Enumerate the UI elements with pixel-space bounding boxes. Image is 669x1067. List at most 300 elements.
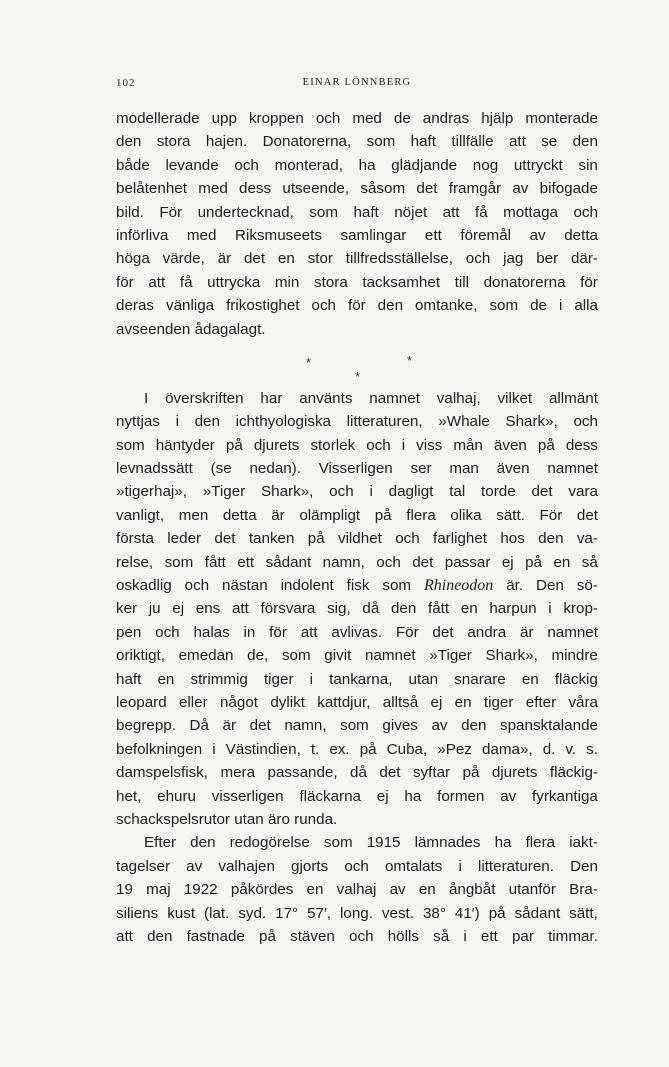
word: fått bbox=[427, 600, 450, 618]
word: att bbox=[300, 623, 318, 641]
word: oriktigt, bbox=[116, 647, 165, 665]
word: i bbox=[548, 600, 552, 618]
word: eller bbox=[178, 693, 208, 711]
word: som bbox=[340, 717, 369, 735]
word: den bbox=[461, 717, 487, 735]
word: och bbox=[329, 483, 354, 501]
text-line bbox=[116, 457, 598, 480]
word: införliva bbox=[116, 226, 169, 244]
word: dylikt bbox=[270, 693, 305, 711]
word: ber bbox=[536, 250, 559, 268]
word: runda. bbox=[294, 810, 338, 828]
word: Visserligen bbox=[318, 460, 393, 478]
text-line bbox=[116, 831, 598, 854]
text-line bbox=[116, 294, 598, 317]
word: av bbox=[389, 881, 406, 899]
body-text bbox=[116, 107, 598, 948]
word: frikostighet bbox=[226, 297, 300, 315]
word: long. bbox=[340, 904, 373, 922]
text-line bbox=[116, 271, 598, 294]
word: in bbox=[243, 623, 256, 641]
word: mindre bbox=[551, 647, 598, 665]
word: fisk bbox=[346, 577, 370, 595]
separator-asterisk: * bbox=[407, 352, 413, 368]
word: litteraturen. bbox=[477, 857, 554, 875]
word: är. bbox=[506, 577, 524, 595]
word: på bbox=[307, 530, 325, 548]
word: äro bbox=[267, 810, 290, 828]
word: den bbox=[194, 413, 220, 431]
word: och bbox=[366, 436, 391, 454]
word: maj bbox=[146, 881, 171, 899]
word: avseenden bbox=[116, 320, 191, 338]
word: de bbox=[393, 110, 411, 127]
word: olika bbox=[450, 506, 482, 524]
word: alla bbox=[574, 297, 598, 315]
word: ker bbox=[116, 600, 138, 618]
word: gjorts bbox=[291, 857, 329, 875]
word: en bbox=[306, 881, 324, 899]
word: 1915 bbox=[366, 834, 401, 852]
word: de bbox=[530, 297, 548, 315]
word: 41′) bbox=[454, 904, 480, 922]
word: spansktalande bbox=[500, 717, 598, 735]
word: vänliga bbox=[165, 297, 215, 315]
word: vest. bbox=[381, 904, 414, 922]
word: gives bbox=[382, 717, 418, 735]
word: att bbox=[231, 600, 249, 618]
word: påkördes bbox=[230, 881, 294, 899]
text-line bbox=[116, 154, 598, 177]
word: ådagalagt. bbox=[194, 320, 266, 338]
word: den bbox=[116, 133, 142, 151]
word: fläckarna bbox=[299, 787, 361, 805]
word: hajen. bbox=[205, 133, 248, 151]
word: och bbox=[573, 413, 598, 431]
word: de, bbox=[247, 647, 269, 665]
text-line bbox=[116, 761, 598, 784]
text-line bbox=[116, 201, 598, 224]
word: med bbox=[198, 180, 228, 198]
word: är bbox=[222, 717, 237, 735]
word: För bbox=[395, 623, 419, 641]
text-line bbox=[116, 177, 598, 200]
word: ett bbox=[424, 226, 442, 244]
word: för bbox=[269, 623, 287, 641]
word: namnet bbox=[547, 623, 598, 641]
word: i bbox=[369, 483, 373, 501]
word: timmar. bbox=[548, 927, 598, 945]
separator-asterisk: * bbox=[306, 354, 312, 370]
word: den bbox=[390, 600, 417, 618]
word: utanför bbox=[508, 881, 556, 899]
word: ej bbox=[172, 600, 185, 618]
word: Shark», bbox=[261, 483, 314, 501]
text-line bbox=[116, 434, 598, 457]
word: det bbox=[531, 483, 553, 501]
word: stora bbox=[156, 133, 191, 151]
word: är bbox=[217, 250, 232, 268]
word: ser bbox=[410, 460, 432, 478]
word: det bbox=[576, 506, 598, 524]
word: fläckig- bbox=[549, 764, 598, 782]
word: 38° bbox=[422, 904, 446, 922]
word: på bbox=[462, 764, 480, 782]
word: den bbox=[572, 133, 598, 151]
word: bifogade bbox=[539, 180, 598, 198]
word: monterad, bbox=[274, 156, 343, 174]
word: vildhet bbox=[337, 530, 382, 548]
word: se bbox=[541, 133, 558, 151]
word: i bbox=[212, 740, 216, 758]
word: s. bbox=[586, 740, 598, 758]
word: sätt. bbox=[496, 506, 525, 524]
word: snarare bbox=[454, 670, 506, 688]
word: passar bbox=[444, 553, 491, 571]
word: har bbox=[260, 389, 283, 407]
word: torde bbox=[481, 483, 516, 501]
word: för bbox=[116, 273, 134, 291]
word: sätt, bbox=[569, 904, 598, 922]
word: våra bbox=[568, 693, 598, 711]
word: man bbox=[449, 460, 479, 478]
word: detta bbox=[222, 506, 257, 524]
word: storlek bbox=[310, 436, 356, 454]
word: haft bbox=[353, 203, 379, 221]
word: djurets bbox=[253, 436, 300, 454]
word: i bbox=[463, 927, 467, 945]
word: ex. bbox=[329, 740, 350, 758]
word: häntyder bbox=[155, 436, 215, 454]
word: värde, bbox=[162, 250, 205, 268]
word: det bbox=[249, 717, 271, 735]
word: Donatorerna, bbox=[262, 133, 352, 151]
word: damspelsfisk, bbox=[116, 764, 209, 782]
word: Riksmuseets bbox=[235, 226, 322, 244]
word: givit bbox=[324, 647, 352, 665]
word: en bbox=[277, 250, 295, 268]
word: nedan). bbox=[249, 460, 301, 478]
word: nöjet bbox=[394, 203, 428, 221]
word: levande bbox=[165, 156, 219, 174]
word: på bbox=[259, 927, 276, 945]
word: dagligt bbox=[388, 483, 434, 501]
word: så bbox=[433, 927, 450, 945]
word: en bbox=[521, 670, 539, 688]
word: strimmig bbox=[190, 670, 248, 688]
word: ha bbox=[494, 834, 512, 852]
word: av bbox=[186, 857, 203, 875]
word: sådant bbox=[514, 904, 561, 922]
word: utan bbox=[408, 670, 439, 688]
word: syd. bbox=[238, 904, 267, 922]
word: hos bbox=[500, 530, 525, 548]
word: av bbox=[500, 787, 517, 805]
word: och bbox=[349, 927, 374, 945]
word: min bbox=[274, 273, 300, 291]
word: något bbox=[220, 693, 259, 711]
word: Bra- bbox=[569, 881, 598, 899]
text-line bbox=[116, 527, 598, 550]
text-line bbox=[116, 247, 598, 270]
word: namnet bbox=[547, 460, 598, 478]
paragraph-3 bbox=[116, 831, 598, 948]
word: som bbox=[489, 297, 519, 315]
word: som bbox=[366, 133, 396, 151]
word: på bbox=[488, 904, 506, 922]
word: namnet bbox=[364, 647, 416, 665]
word: kattdjur, bbox=[317, 693, 371, 711]
word: andra bbox=[467, 623, 507, 641]
word: ett bbox=[237, 553, 255, 571]
word: namn, bbox=[284, 717, 327, 735]
word: stäven bbox=[290, 927, 335, 945]
section-separator bbox=[116, 341, 598, 387]
word: få bbox=[474, 203, 488, 221]
word: på bbox=[525, 553, 542, 571]
word: oskadlig bbox=[116, 577, 172, 595]
word: som bbox=[382, 577, 412, 595]
word: det bbox=[214, 530, 236, 548]
word: befolkningen bbox=[116, 740, 203, 758]
word: d. bbox=[542, 740, 556, 758]
text-line bbox=[116, 480, 598, 503]
word: upp bbox=[211, 110, 237, 127]
text-line bbox=[116, 551, 598, 574]
word: indolent bbox=[280, 577, 334, 595]
text-line bbox=[116, 925, 598, 948]
text-line bbox=[116, 504, 598, 527]
word: olämpligt bbox=[299, 506, 361, 524]
word: levnadssätt bbox=[116, 460, 193, 478]
word: deras bbox=[116, 297, 154, 315]
word: par bbox=[511, 927, 534, 945]
word: det bbox=[432, 623, 454, 641]
word: för bbox=[580, 273, 598, 291]
word: krop- bbox=[563, 600, 598, 618]
text-line bbox=[116, 644, 598, 667]
word: den bbox=[538, 530, 564, 548]
word: Den bbox=[536, 577, 564, 595]
word: ehuru bbox=[157, 787, 196, 805]
word: hölls bbox=[387, 927, 419, 945]
word: samlingar bbox=[340, 226, 407, 244]
word: och bbox=[155, 623, 180, 641]
word: mera bbox=[220, 764, 256, 782]
paragraph-2 bbox=[116, 387, 598, 831]
word: I bbox=[144, 389, 149, 407]
word: pen bbox=[116, 623, 142, 641]
word: sö- bbox=[576, 577, 598, 595]
word: sin bbox=[578, 156, 598, 174]
text-line bbox=[116, 902, 598, 925]
word: dess bbox=[239, 180, 272, 198]
word: som bbox=[309, 203, 338, 221]
word: haft bbox=[410, 133, 436, 151]
word: leder bbox=[167, 530, 202, 548]
word: kroppen bbox=[248, 110, 304, 127]
word: i bbox=[175, 413, 179, 431]
word: en bbox=[157, 670, 175, 688]
word: fått bbox=[204, 553, 226, 571]
text-line bbox=[116, 714, 598, 737]
word: första bbox=[116, 530, 154, 548]
word: modellerade bbox=[116, 110, 200, 127]
word: donatorerna bbox=[483, 273, 566, 291]
word: lämnades bbox=[414, 834, 481, 852]
word: få bbox=[179, 273, 193, 291]
word: efter bbox=[525, 693, 557, 711]
word: ej bbox=[430, 693, 443, 711]
word: överskriften bbox=[165, 389, 244, 407]
word: på bbox=[359, 740, 377, 758]
word: och bbox=[395, 530, 420, 548]
word: tillfredsställelse, bbox=[345, 250, 453, 268]
word: och bbox=[311, 297, 336, 315]
word: »Pez bbox=[437, 740, 472, 758]
word: är bbox=[520, 623, 534, 641]
text-line bbox=[116, 878, 598, 901]
text-line bbox=[116, 318, 598, 341]
word: i bbox=[458, 857, 462, 875]
word: och bbox=[344, 857, 369, 875]
word: av bbox=[529, 226, 546, 244]
word: 19 bbox=[116, 881, 133, 899]
word: ej bbox=[376, 787, 389, 805]
word: stor bbox=[307, 250, 333, 268]
word: med bbox=[352, 110, 382, 127]
word: men bbox=[178, 506, 209, 524]
word: valhaj bbox=[336, 881, 377, 899]
word: vanligt, bbox=[116, 506, 165, 524]
word: (se bbox=[210, 460, 232, 478]
word: försvara bbox=[260, 600, 316, 618]
word: nog bbox=[472, 156, 499, 174]
word: v. bbox=[565, 740, 577, 758]
word: monterade bbox=[525, 110, 598, 127]
word: framgår bbox=[448, 180, 502, 198]
text-line bbox=[116, 387, 598, 410]
word: det bbox=[379, 764, 401, 782]
word: tiger bbox=[483, 693, 514, 711]
word: formen bbox=[437, 787, 485, 805]
word: även bbox=[496, 460, 530, 478]
word: utan bbox=[234, 810, 264, 828]
word: ha bbox=[358, 156, 376, 174]
word: 17° bbox=[275, 904, 299, 922]
word: det bbox=[416, 180, 438, 198]
word: vara bbox=[568, 483, 598, 501]
word: tiger bbox=[263, 670, 294, 688]
word: viss bbox=[416, 436, 443, 454]
word: harpun bbox=[489, 600, 537, 618]
word: av bbox=[431, 717, 448, 735]
word: på bbox=[537, 436, 555, 454]
word: valhajen bbox=[218, 857, 275, 875]
word: begrepp. bbox=[116, 717, 176, 735]
word: är bbox=[271, 506, 285, 524]
running-head bbox=[116, 77, 598, 93]
word: ångbåt bbox=[448, 881, 496, 899]
word: fläckig bbox=[554, 670, 598, 688]
word: till bbox=[454, 273, 469, 291]
word: alltså bbox=[382, 693, 419, 711]
word: »Tiger bbox=[429, 647, 472, 665]
word: passande, bbox=[267, 764, 338, 782]
word: och bbox=[573, 203, 598, 221]
word: uttryckt bbox=[513, 156, 563, 174]
word: tankarna, bbox=[329, 670, 393, 688]
word: allmänt bbox=[548, 389, 598, 407]
word: som bbox=[116, 436, 145, 454]
text-line bbox=[116, 597, 598, 620]
text-line bbox=[116, 785, 598, 808]
word: Rhineodon bbox=[423, 577, 494, 595]
word: för bbox=[347, 297, 366, 315]
word: namnet bbox=[369, 389, 420, 407]
word: belåtenhet bbox=[116, 180, 187, 198]
text-line bbox=[116, 738, 598, 761]
word: avlivas. bbox=[331, 623, 383, 641]
word: ens bbox=[195, 600, 221, 618]
word: där- bbox=[570, 250, 598, 268]
word: som bbox=[281, 647, 311, 665]
word: och bbox=[376, 553, 401, 571]
word: jag bbox=[503, 250, 524, 268]
word: då bbox=[350, 764, 367, 782]
word: att bbox=[508, 133, 526, 151]
word: omtalats bbox=[384, 857, 443, 875]
word: använts bbox=[299, 389, 353, 407]
word: mån bbox=[453, 436, 483, 454]
word: fyrkantiga bbox=[532, 787, 598, 805]
word: 1922 bbox=[183, 881, 218, 899]
word: hjälp bbox=[481, 110, 514, 127]
word: då bbox=[362, 600, 380, 618]
word: fastnade bbox=[186, 927, 245, 945]
word: så bbox=[581, 553, 598, 571]
text-line bbox=[116, 621, 598, 644]
word: andras bbox=[422, 110, 470, 127]
word: siliens bbox=[116, 904, 159, 922]
word: tanken bbox=[248, 530, 295, 548]
word: både bbox=[116, 156, 150, 174]
word: i bbox=[558, 297, 563, 315]
word: emedan bbox=[178, 647, 234, 665]
text-line bbox=[116, 855, 598, 878]
word: en bbox=[553, 553, 571, 571]
word: (lat. bbox=[204, 904, 230, 922]
running-head-author: EINAR LÖNNBERG bbox=[302, 77, 412, 88]
word: och bbox=[184, 577, 210, 595]
word: att bbox=[442, 203, 460, 221]
word: Efter bbox=[144, 834, 177, 852]
word: ichthyologiska bbox=[235, 413, 331, 431]
word: Då bbox=[189, 717, 209, 735]
word: dama», bbox=[481, 740, 533, 758]
word: en bbox=[418, 881, 436, 899]
word: tal bbox=[449, 483, 466, 501]
word: på bbox=[374, 506, 392, 524]
word: tacksamhet bbox=[362, 273, 441, 291]
word: litteraturen, bbox=[346, 413, 423, 431]
word: att bbox=[116, 927, 133, 945]
word: halas bbox=[193, 623, 230, 641]
word: haft bbox=[116, 670, 142, 688]
word: farlighet bbox=[433, 530, 488, 548]
word: uttrycka bbox=[207, 273, 261, 291]
text-line bbox=[116, 107, 598, 130]
